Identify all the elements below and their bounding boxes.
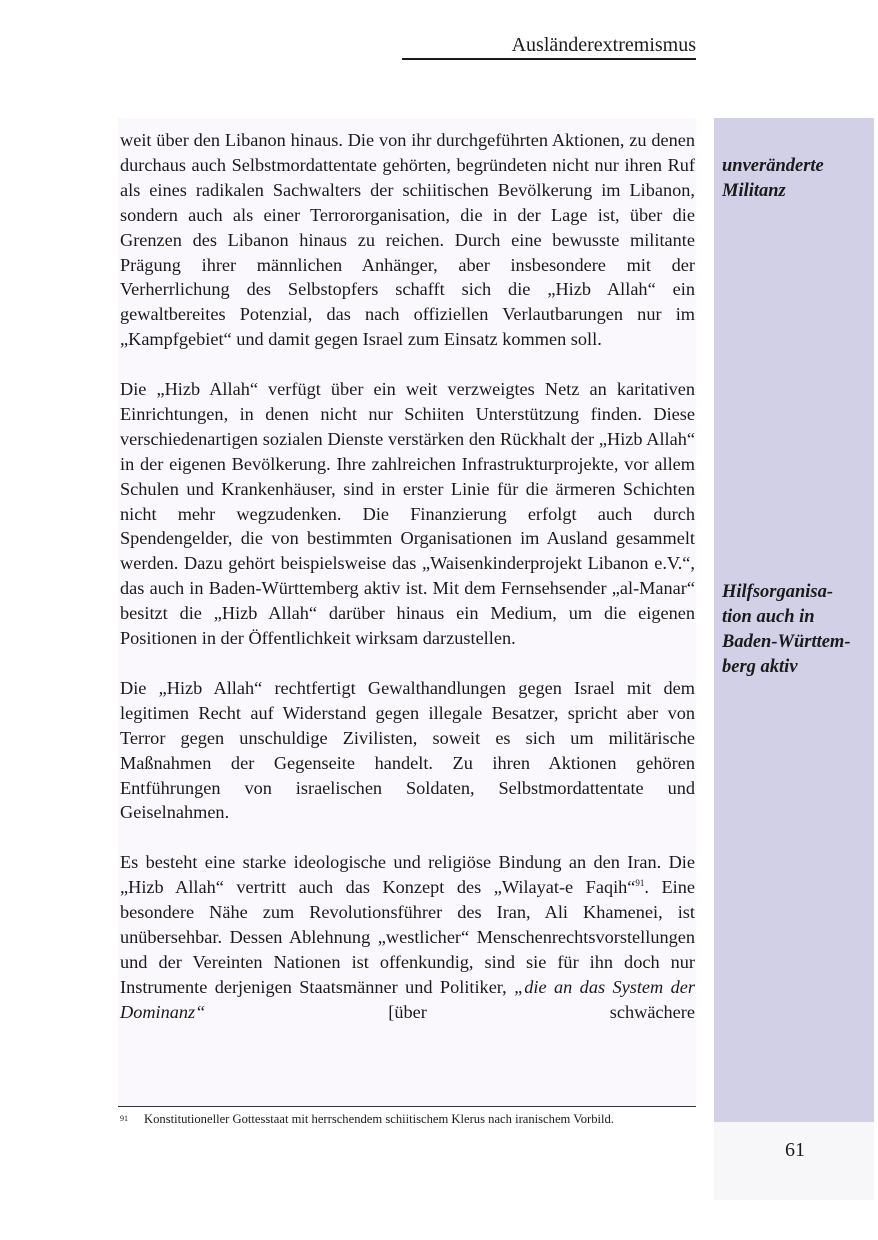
paragraph-3: Die „Hizb Allah“ rechtfertigt Gewalthandlungen gegen Israel mit dem legitimen Recht auf Widerstand gegen illegale Besatzer, spricht aber von Terror gegen unschuldige Zivilisten, soweit es sich um militärische Maßnahmen der Gegenseite handelt. Zu ihren Aktionen gehören Entführungen von israelischen Soldaten, Selbstmordattentate und Geiselnahmen. [120,677,695,823]
header-rule [402,58,696,60]
margin-note-line: Baden-Württem- [722,631,851,652]
paragraph-4-part-3: [über schwächere [205,1001,695,1022]
margin-note-line: tion auch in [722,606,815,627]
margin-note-line: berg aktiv [722,656,798,677]
margin-note-line: Hilfsorganisa- [722,582,834,602]
page-number: 61 [785,1139,805,1161]
quoted-phrase: „die an das System der Dominanz“ [120,976,695,1022]
margin-note-militanz [722,154,872,204]
paragraph-1: weit über den Libanon hinaus. Die von ihr durchgeführten Aktionen, zu denen durchaus auch Selbstmordattentate gehörten, begründeten nicht nur ihren Ruf als eines radikalen Sachwalters der schiitischen Bevölkerung im Libanon, sondern auch als einer Terrororganisation, die in der Lage ist, über die Grenzen des Libanon hinaus zu reichen. Durch eine bewusste militante Prägung ihrer männlichen Anhänger, aber insbesondere mit der Verherrlichung des Selbstopfers schafft sich die „Hizb Allah“ ein gewaltbereites Potenzial, das nach offiziellen Verlautbarungen nur im „Kampfgebiet“ und damit gegen Israel zum Einsatz kommen soll. [120,130,695,350]
footnote-reference[interactable]: 91 [635,878,645,889]
footnote-text: Konstitutioneller Gottesstaat mit herrschendem schiitischem Klerus nach iranischem Vorbild. [144,1112,614,1126]
footnote-rule [118,1106,696,1107]
running-head: Ausländerextremismus [511,34,696,56]
margin-note-line: Militanz [722,180,786,201]
paragraph-2: Die „Hizb Allah“ verfügt über ein weit verzweigtes Netz an karitativen Einrichtungen, in denen nicht nur Schiiten Unterstützung finden. Diese verschiedenartigen sozialen Dienste verstärken den Rückhalt der „Hizb Allah“ in der eigenen Bevölkerung. Ihre zahlreichen Infrastrukturprojekte, vor allem Schulen und Krankenhäuser, sind in erster Linie für die ärmeren Schichten nicht mehr wegzudenken. Die Finanzierung erfolgt auch durch Spendengelder, die von bestimmten Organisationen im Ausland gesammelt werden. Dazu gehört beispielsweise das „Waisenkinderprojekt Libanon e.V.“, das auch in Baden-Württemberg aktiv ist. Mit dem Fernsehsender „al-Manar“ besitzt die „Hizb Allah“ darüber hinaus ein Medium, um die eigenen Positionen in der Öffentlichkeit wirksam darzustellen. [120,379,695,649]
margin-note-hilfsorganisation [722,580,872,680]
paragraph-4-part-1: Es besteht eine starke ideologische und religiöse Bindung an den Iran. Die „Hizb Allah“ vertritt auch das Konzept des „Wilayat-e Faqih“ [120,852,695,898]
footnote-number: 91 [120,1114,128,1123]
paragraph-4-part-2: . Eine besondere Nähe zum Revolutionsführer des Iran, Ali Khamenei, ist unübersehbar. Dessen Ablehnung „westlicher“ Menschenrechtsvorstellungen und der Vereinten Nationen ist offenkundig, sind sie für ihn doch nur Instrumente derjenigen Staatsmänner und Politiker, [120,877,695,997]
body-text [120,128,695,1025]
paragraph-4 [120,850,695,1024]
margin-note-line: unveränderte [722,156,824,176]
